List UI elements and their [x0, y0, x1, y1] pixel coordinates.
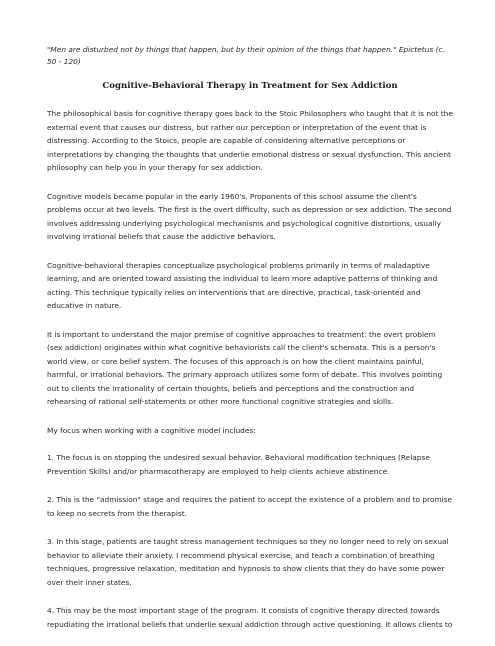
list-item-stage-1: 1. The focus is on stopping the undesired sexual behavior. Behavioral modification techniques (Relapse Prevention Skills) and/or pharmacotherapy are employed to help clients achieve abstinence.	[47, 453, 430, 476]
epigraph-quote: "Men are disturbed not by things that happen, but by their opinion of the things that happen." Epictetus (c. 50 - 120)	[47, 45, 445, 66]
list-item-stage-2: 2. This is the "admission" stage and requires the patient to accept the existence of a problem and to promise to keep no secrets from the therapist.	[47, 495, 453, 518]
list-item-stage-4: 4. This may be the most important stage of the program. It consists of cognitive therapy directed towards repudiating the irrational beliefs that underlie sexual addiction through active questioning. It allows clients to	[47, 606, 453, 629]
paragraph-cognitive-models: Cognitive models became popular in the early 1960's. Proponents of this school assume the client's problems occur at two levels. The first is the overt difficulty, such as depression or sex addiction. The second involves addressing underlying psychological mechanisms and psychological cognitive distortions, usually involving irrational beliefs that cause the addictive behaviors.	[47, 191, 452, 241]
paragraph-philosophical-basis: The philosophical basis for cognitive therapy goes back to the Stoic Philosophers who taught that it is not the external event that causes our distress, but rather our perception or interpretation of the event that is distressing. According to the Stoics, people are capable of considering alternative perceptions or interpretations by changing the thoughts that underlie emotional distress or sexual dysfunction. This ancient philosophy can help you in your therapy for sex addiction.	[47, 109, 453, 172]
paragraph-focus-intro: My focus when working with a cognitive model includes:	[47, 425, 256, 435]
page-title: Cognitive-Behavioral Therapy in Treatment for Sex Addiction	[102, 81, 398, 91]
paragraph-cbt-conceptualization: Cognitive-behavioral therapies conceptualize psychological problems primarily in terms of maladaptive learning, and are oriented toward assisting the individual to learn more adaptive patterns of thinking and acting. This technique typically relies on interventions that are directive, practical, task-oriented and educative in nature.	[47, 260, 438, 310]
document-page	[47, 44, 453, 646]
list-item-stage-3: 3. In this stage, patients are taught stress management techniques so they no longer need to rely on sexual behavior to alleviate their anxiety. I recommend physical exercise, and teach a combination of breathing techniques, progressive relaxation, meditation and hypnosis to show clients that they do have some power over their inner states.	[47, 537, 449, 587]
paragraph-major-premise: It is important to understand the major premise of cognitive approaches to treatment: the overt problem (sex addiction) originates within what cognitive behaviorists call the client's schemata. This is a person's world view, or core belief system. The focuses of this approach is on how the client maintains painful, harmful, or irrational behaviors. The primary approach utilizes some form of debate. This involves pointing out to clients the irrationality of certain thoughts, beliefs and perceptions and the construction and rehearsing of rational self-statements or other more functional cognitive strategies and skills.	[47, 329, 443, 406]
